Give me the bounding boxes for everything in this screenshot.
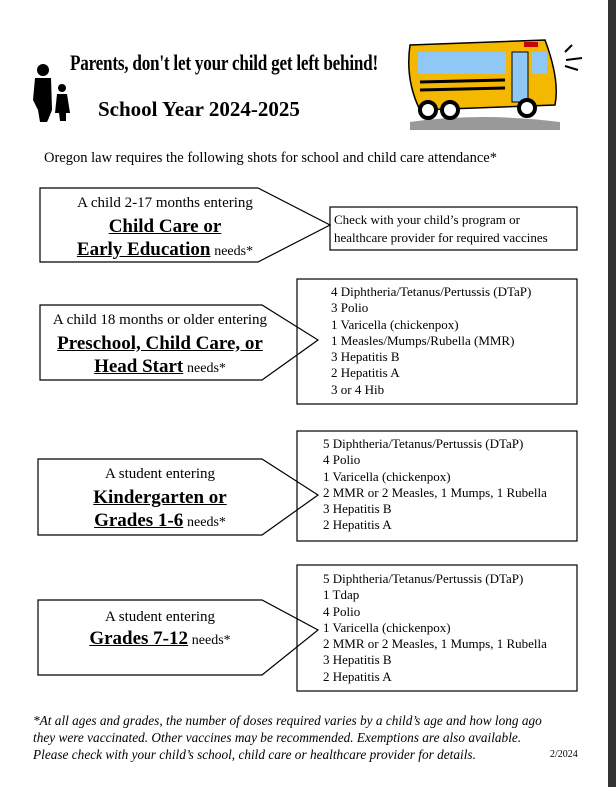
- requirement-item: 2 Hepatitis A: [323, 517, 392, 533]
- group-3-label: [42, 464, 278, 533]
- requirement-item: 1 Varicella (chickenpox): [323, 468, 451, 484]
- requirement-item: 1 Tdap: [323, 587, 360, 603]
- requirement-item: 1 Measles/Mumps/Rubella (MMR): [331, 332, 515, 348]
- requirement-item: 3 Hepatitis B: [323, 501, 392, 517]
- requirement-item: 4 Polio: [323, 603, 361, 619]
- group-title: Preschool, Child Care, or: [57, 333, 263, 354]
- footnote-line: Please check with your child’s school, child care or healthcare provider for details.: [33, 747, 476, 762]
- slogan: Parents, don't let your child get left behind!: [70, 50, 378, 75]
- scrollbar[interactable]: [608, 0, 616, 787]
- needs-label: needs*: [187, 515, 226, 530]
- requirement-item: 2 Hepatitis A: [331, 365, 400, 381]
- group-2-requirements: [331, 284, 531, 398]
- group-lead: A student entering: [105, 466, 215, 482]
- requirement-item: 1 Varicella (chickenpox): [323, 619, 451, 635]
- group-4-label: [42, 607, 278, 651]
- requirement-item: 1 Varicella (chickenpox): [331, 316, 459, 332]
- footnote-line: they were vaccinated. Other vaccines may be recommended. Exemptions are also available.: [33, 730, 522, 745]
- requirement-item: 5 Diphtheria/Tetanus/Pertussis (DTaP): [323, 571, 524, 586]
- parent-child-silhouette-icon: [33, 64, 70, 122]
- needs-label: needs*: [214, 244, 254, 259]
- group-title: Kindergarten or: [93, 487, 227, 508]
- intro-text: Oregon law requires the following shots for school and child care attendance*: [44, 150, 497, 166]
- needs-label: needs*: [187, 361, 226, 376]
- requirement-item: Check with your child’s program or: [334, 212, 520, 227]
- group-title: Head Start: [94, 356, 184, 377]
- requirement-item: 4 Polio: [323, 452, 361, 468]
- group-4-requirements: [323, 571, 547, 685]
- group-lead: A student entering: [105, 609, 215, 625]
- school-year-title: School Year 2024-2025: [98, 97, 300, 121]
- group-title: Child Care or: [108, 216, 222, 237]
- requirement-item: 3 Polio: [331, 300, 369, 316]
- group-lead: A child 18 months or older entering: [52, 312, 268, 328]
- requirement-item: 2 MMR or 2 Measles, 1 Mumps, 1 Rubella: [323, 484, 547, 500]
- requirement-item: healthcare provider for required vaccines: [334, 230, 548, 245]
- group-1-requirements: [334, 211, 548, 247]
- revision-date: 2/2024: [550, 749, 578, 760]
- requirement-item: 4 Diphtheria/Tetanus/Pertussis (DTaP): [331, 284, 532, 299]
- requirement-item: 2 MMR or 2 Measles, 1 Mumps, 1 Rubella: [323, 636, 547, 652]
- requirement-item: 5 Diphtheria/Tetanus/Pertussis (DTaP): [323, 436, 524, 451]
- group-lead: A child 2-17 months entering: [77, 195, 253, 211]
- footnote-line: *At all ages and grades, the number of doses required varies by a child’s age and how long ago: [33, 713, 542, 728]
- requirement-item: 3 Hepatitis B: [323, 652, 392, 668]
- group-1-label: [45, 193, 285, 262]
- footnote: [33, 712, 593, 763]
- needs-label: needs*: [191, 633, 231, 648]
- group-title: Grades 7-12: [89, 628, 189, 649]
- group-title: Grades 1-6: [94, 510, 184, 531]
- group-2-label: [42, 310, 278, 379]
- group-3-requirements: [323, 436, 547, 534]
- requirement-item: 2 Hepatitis A: [323, 668, 392, 684]
- group-title: Early Education: [76, 239, 211, 260]
- requirement-item: 3 or 4 Hib: [331, 381, 385, 397]
- requirement-item: 3 Hepatitis B: [331, 349, 400, 365]
